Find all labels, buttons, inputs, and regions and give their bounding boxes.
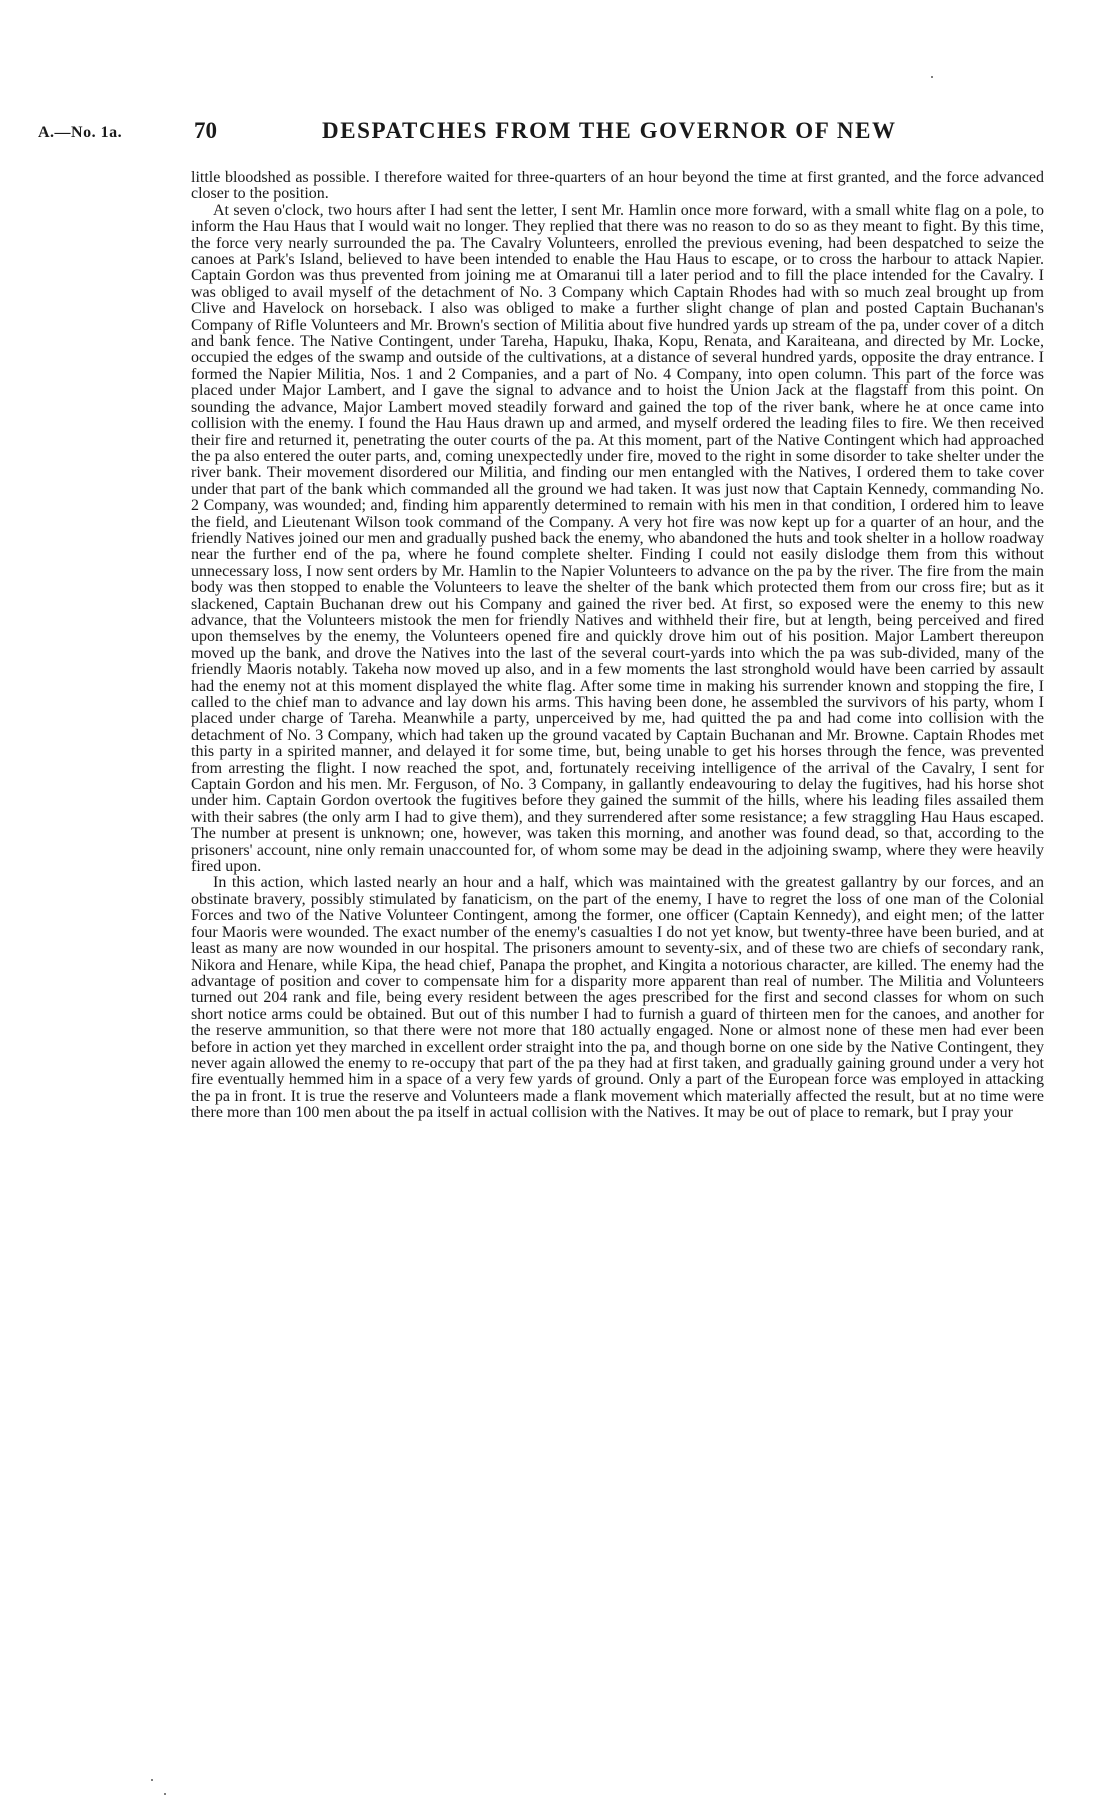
page-header [38,118,1078,148]
scan-speck [151,1779,153,1781]
body-text [191,170,1044,1122]
paragraph-continuation: little bloodshed as possible. I therefore waited for three-quarters of an hour beyond the time at first granted, and the force advanced closer to the position. [191,169,1044,203]
running-title: DESPATCHES FROM THE GOVERNOR OF NEW [322,118,897,143]
page-number: 70 [194,118,217,143]
scan-speck [931,76,933,78]
document-reference: A.—No. 1a. [38,124,123,141]
scan-speck [164,1793,166,1795]
paragraph-attack-narrative: At seven o'clock, two hours after I had sent the letter, I sent Mr. Hamlin once more forward, with a small white flag on a pole, to inform the Hau Haus that I would wait no longer. They replied that there was no reason to do so as they meant to fight. By this time, the force very nearly surrounded the pa. The Cavalry Volunteers, enrolled the previous evening, had been despatched to seize the canoes at Park's Island, believed to have been intended to enable the Hau Haus to escape, or to cross the harbour to attack Napier. Captain Gordon was thus prevented from joining me at Omaranui till a later period and to fill the place intended for the Cavalry. I was obliged to avail myself of the detachment of No. 3 Company which Captain Rhodes had with so much zeal brought up from Clive and Havelock on horseback. I also was obliged to make a further slight change of plan and posted Captain Buchanan's Company of Rifle Volunteers and Mr. Brown's section of Militia about five hundred yards up stream of the pa, under cover of a ditch and bank fence. The Native Contingent, under Tareha, Hapuku, Ihaka, Kopu, Renata, and Karaiteana, and directed by Mr. Locke, occupied the edges of the swamp and outside of the cultivations, at a distance of several hundred yards, opposite the dray entrance. I formed the Napier Militia, Nos. 1 and 2 Companies, and a part of No. 4 Company, into open column. This part of the force was placed under Major Lambert, and I gave the signal to advance and to hoist the Union Jack at the flagstaff from this point. On sounding the advance, Major Lambert moved steadily forward and gained the top of the river bank, where he at once came into collision with the enemy. I found the Hau Haus drawn up and armed, and myself ordered the leading files to fire. We then received their fire and returned it, penetrating the outer courts of the pa. At this moment, part of the Native Contingent which had approached the pa also entered the outer parts, and, coming unexpectedly under fire, moved to the right in some disorder to take shelter under the river bank. Their movement disordered our Militia, and finding our men entangled with the Natives, I ordered them to take cover under that part of the bank which commanded all the ground we had taken. It was just now that Captain Kennedy, commanding No. 2 Company, was wounded; and, finding him apparently determined to remain with his men in that condition, I ordered him to leave the field, and Lieutenant Wilson took command of the Company. A very hot fire was now kept up for a quarter of an hour, and the friendly Natives joined our men and gradually pushed back the enemy, who abandoned the huts and took shelter in a hollow roadway near the further end of the pa, where he found complete shelter. Finding I could not easily dislodge them from this without unnecessary loss, I now sent orders by Mr. Hamlin to the Napier Volunteers to advance on the pa by the river. The fire from the main body was then stopped to enable the Volunteers to leave the shelter of the bank which protected them from our cross fire; but as it slackened, Captain Buchanan drew out his Company and gained the river bed. At first, so exposed were the enemy to this new advance, that the Volunteers mistook the men for friendly Natives and withheld their fire, but at length, being perceived and fired upon themselves by the enemy, the Volunteers opened fire and quickly drove him out of his position. Major Lambert thereupon moved up the bank, and drove the Natives into the last of the several court-yards into which the pa was sub-divided, many of the friendly Maoris notably. Takeha now moved up also, and in a few moments the last stronghold would have been carried by assault had the enemy not at this moment displayed the white flag. After some time in making his surrender known and stopping the fire, I called to the chief man to advance and lay down his arms. This having been done, he assembled the survivors of his party, whom I placed under charge of Tareha. Meanwhile a party, unperceived by me, had quitted the pa and had come into collision with the detachment of No. 3 Company, which had taken up the ground vacated by Captain Buchanan and Mr. Browne. Captain Rhodes met this party in a spirited manner, and delayed it for some time, but, being unable to get his horses through the fence, was prevented from arresting the flight. I now reached the spot, and, fortunately receiving intelligence of the arrival of the Cavalry, I sent for Captain Gordon and his men. Mr. Ferguson, of No. 3 Company, in gallantly endeavouring to delay the fugitives, had his horse shot under him. Captain Gordon overtook the fugitives before they gained the summit of the hills, where his leading files assailed them with their sabres (the only arm I had to give them), and they surrendered after some resistance; a few straggling Hau Haus escaped. The number at present is unknown; one, however, was taken this morning, and another was found dead, so that, according to the prisoners' account, nine only remain unaccounted for, of whom some may be dead in the adjoining swamp, where they were heavily fired upon. [191,201,1044,876]
paragraph-action-summary: In this action, which lasted nearly an hour and a half, which was maintained with the greatest gallantry by our forces, and an obstinate bravery, possibly stimulated by fanaticism, on the part of the enemy, I have to regret the loss of one man of the Colonial Forces and two of the Native Volunteer Contingent, among the former, one officer (Captain Kennedy), and eight men; of the latter four Maoris were wounded. The exact number of the enemy's casualties I do not yet know, but twenty-three have been buried, and at least as many are now wounded in our hospital. The prisoners amount to seventy-six, and of these two are chiefs of secondary rank, Nikora and Henare, while Kipa, the head chief, Panapa the prophet, and Kingita a notorious character, are killed. The enemy had the advantage of position and cover to compensate him for a disparity more apparent than real of number. The Militia and Volunteers turned out 204 rank and file, being every resident between the ages prescribed for the first and second classes for whom on such short notice arms could be obtained. But out of this number I had to furnish a guard of thirteen men for the canoes, and another for the reserve ammunition, so that there were not more that 180 actually engaged. None or almost none of these men had ever been before in action yet they marched in excellent order straight into the pa, and though borne on one side by the Native Contingent, they never again allowed the enemy to re-occupy that part of the pa they had at first taken, and gradually gaining ground under a very hot fire eventually hemmed him in a space of a very few yards of ground. Only a part of the European force was employed in attacking the pa in front. It is true the reserve and Volunteers made a flank movement which materially affected the result, but at no time were there more than 100 men about the pa itself in actual collision with the Natives. It may be out of place to remark, but I pray your [191,874,1044,1122]
